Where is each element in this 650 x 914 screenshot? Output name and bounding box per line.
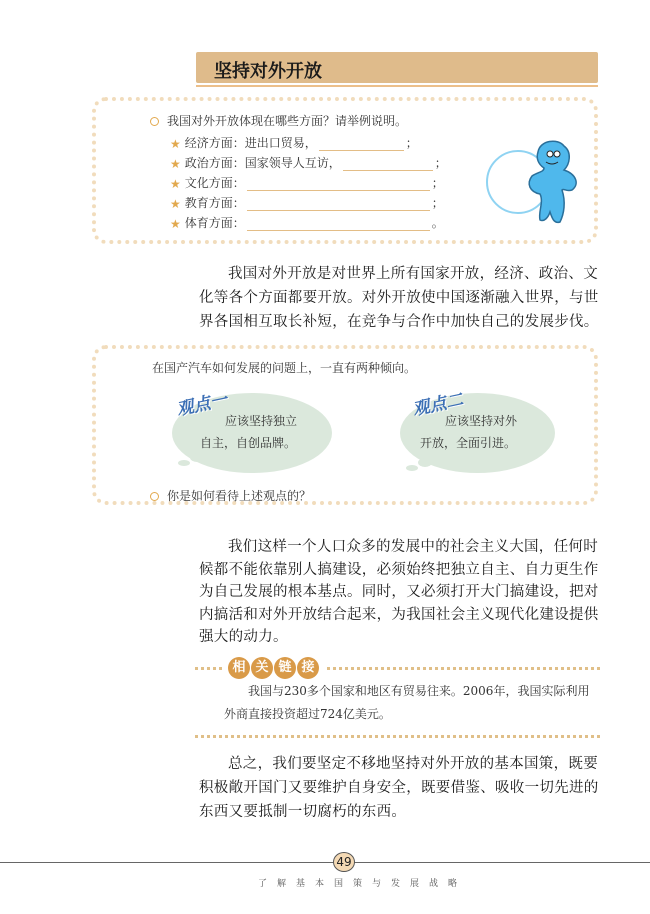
footer-chapter-title: 了解基本国策与发展战略 <box>258 879 468 889</box>
star-icon: ★ <box>170 217 181 231</box>
punct: 。 <box>431 216 444 230</box>
circle-bullet-icon <box>150 492 159 501</box>
body-paragraph-2: 我们这样一个人口众多的发展中的社会主义大国，任何时候都不能依靠别人搞建设，必须始终把独立自主、自力更生作为自己发展的根本基点。同时，又必须打开大门搞建设，把对内搞活和对外开放结合起来，为我国社会主义现代化建设提供强大的动力。 <box>199 539 599 645</box>
cloud-tail <box>406 465 418 471</box>
punct: ； <box>434 156 447 170</box>
title-underline <box>196 85 598 87</box>
view2-line2: 开放，全面引进。 <box>420 436 517 450</box>
punct: ； <box>405 136 418 150</box>
item-label: 政治方面：国家领导人互访， <box>184 156 341 170</box>
badge-char: 相 <box>228 657 250 679</box>
punct: ； <box>431 176 444 190</box>
question-text: 你是如何看待上述观点的？ <box>167 489 312 503</box>
punct: ； <box>431 196 444 210</box>
star-icon: ★ <box>170 197 181 211</box>
badge-char: 接 <box>297 657 319 679</box>
mascot-illustration <box>480 132 590 232</box>
view1-text <box>200 410 297 454</box>
body-paragraph-1: 我国对外开放是对世界上所有国家开放，经济、政治、文化等各个方面都要开放。对外开放使中国逐渐融入世界，与世界各国相互取长补短，在竞争与合作中加快自己的发展步伐。 <box>199 266 599 330</box>
star-icon: ★ <box>170 177 181 191</box>
view1-line1: 应该坚持独立 <box>225 414 298 428</box>
item-label: 体育方面： <box>184 216 245 230</box>
section-title: 坚持对外开放 <box>214 61 322 82</box>
activity1-question <box>150 112 407 129</box>
answer-blank[interactable] <box>319 139 404 151</box>
activity2-question <box>150 487 311 504</box>
view1-line2: 自主，自创品牌。 <box>200 436 297 450</box>
answer-item-education <box>170 193 447 211</box>
related-link-text: 我国与230多个国家和地区有贸易往来。2006年，我国实际利用外商直接投资超过724亿美元。 <box>224 684 590 721</box>
question-text: 我国对外开放体现在哪些方面？请举例说明。 <box>167 114 408 128</box>
view2-line1: 应该坚持对外 <box>445 414 518 428</box>
star-icon: ★ <box>170 137 181 151</box>
cloud-tail <box>190 453 204 462</box>
item-label: 教育方面： <box>184 196 245 210</box>
related-link-badge <box>224 656 324 679</box>
dotted-divider-bottom <box>195 735 600 738</box>
body-paragraph-3: 总之，我们要坚定不移地坚持对外开放的基本国策，既要积极敞开国门又要维护自身安全，既要借鉴、吸收一切先进的东西又要抵制一切腐朽的东西。 <box>199 756 599 820</box>
item-label: 文化方面： <box>184 176 245 190</box>
circle-bullet-icon <box>150 117 159 126</box>
page-number: 49 <box>333 852 355 872</box>
answer-blank[interactable] <box>247 219 430 231</box>
badge-char: 关 <box>251 657 273 679</box>
answer-blank[interactable] <box>343 159 433 171</box>
answer-blank[interactable] <box>247 179 430 191</box>
badge-char: 链 <box>274 657 296 679</box>
item-label: 经济方面：进出口贸易， <box>184 136 317 150</box>
answer-item-politics <box>170 153 447 171</box>
cloud-tail <box>418 458 432 467</box>
star-icon: ★ <box>170 157 181 171</box>
view1-title: 观点一 <box>174 389 230 421</box>
activity2-intro: 在国产汽车如何发展的问题上，一直有两种倾向。 <box>152 361 417 375</box>
view2-title: 观点二 <box>410 389 466 421</box>
answer-item-economy <box>170 133 447 151</box>
answer-item-sports <box>170 213 447 231</box>
answer-blank[interactable] <box>247 199 430 211</box>
answer-list <box>170 133 447 231</box>
footer-rule <box>0 862 650 863</box>
cloud-tail <box>178 460 190 466</box>
answer-item-culture <box>170 173 447 191</box>
section-title-banner <box>196 52 598 83</box>
view2-text <box>420 410 517 454</box>
